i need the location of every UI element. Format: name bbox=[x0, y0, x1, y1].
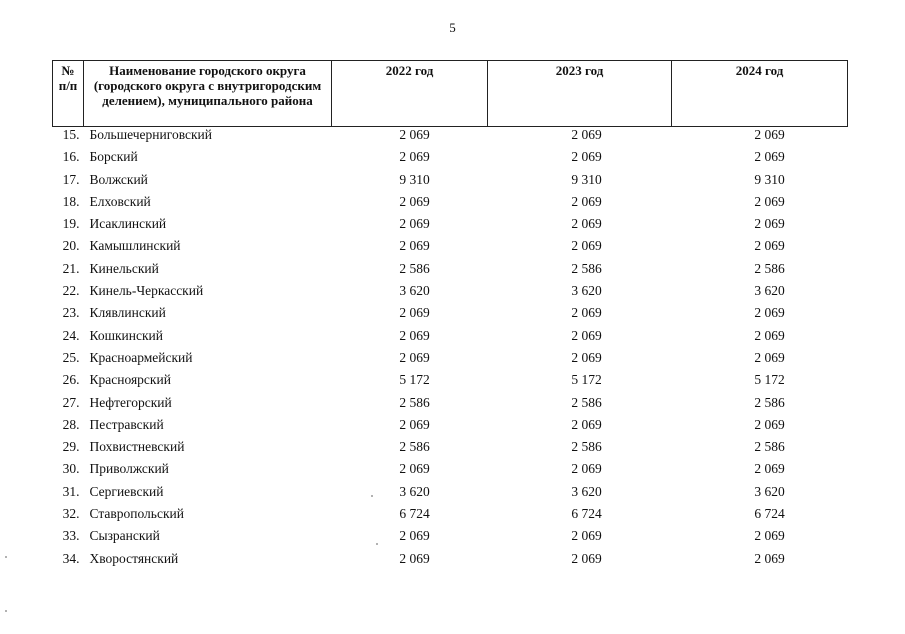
value-2023: 2 069 bbox=[571, 127, 602, 142]
value-2022: 2 069 bbox=[399, 327, 430, 343]
value-2022: 6 724 bbox=[399, 506, 430, 522]
value-2022: 2 069 bbox=[399, 349, 430, 365]
table-body bbox=[53, 127, 848, 573]
header-num: № п/п bbox=[53, 61, 84, 127]
row-num: 16. bbox=[62, 149, 80, 165]
row-num: 26. bbox=[62, 372, 80, 388]
district-name: Нефтегорский bbox=[89, 394, 172, 410]
value-2023: 3 620 bbox=[571, 283, 602, 299]
value-2022: 2 069 bbox=[399, 193, 430, 209]
value-2022: 3 620 bbox=[399, 483, 430, 499]
row-num: 28. bbox=[62, 416, 80, 432]
value-2023: 2 069 bbox=[571, 238, 602, 254]
row-num: 34. bbox=[62, 550, 80, 566]
row-num: 25. bbox=[62, 349, 80, 365]
scan-speck bbox=[5, 610, 7, 612]
district-name: Камышлинский bbox=[89, 238, 181, 254]
value-2023: 2 586 bbox=[571, 439, 602, 455]
table-row bbox=[53, 216, 848, 238]
district-name: Елховский bbox=[89, 193, 151, 209]
district-name: Хворостянский bbox=[89, 550, 179, 566]
value-2024: 2 586 bbox=[754, 394, 785, 410]
value-2023: 3 620 bbox=[571, 483, 602, 499]
value-2023: 6 724 bbox=[571, 506, 602, 522]
value-2024: 9 310 bbox=[754, 171, 785, 187]
district-name: Сергиевский bbox=[89, 483, 164, 499]
value-2024: 5 172 bbox=[754, 372, 785, 388]
value-2022: 2 069 bbox=[399, 416, 430, 432]
value-2022: 2 586 bbox=[399, 394, 430, 410]
table-row bbox=[53, 506, 848, 528]
value-2023: 2 069 bbox=[571, 305, 602, 321]
value-2024: 3 620 bbox=[754, 483, 785, 499]
row-num: 20. bbox=[62, 238, 80, 254]
value-2023: 9 310 bbox=[571, 171, 602, 187]
value-2022: 2 586 bbox=[399, 260, 430, 276]
district-name: Сызранский bbox=[89, 528, 160, 544]
value-2022: 2 069 bbox=[399, 149, 430, 165]
value-2022: 2 069 bbox=[399, 127, 430, 142]
value-2024: 2 586 bbox=[754, 439, 785, 455]
district-name: Красноармейский bbox=[89, 349, 193, 365]
row-num: 27. bbox=[62, 394, 80, 410]
table-row bbox=[53, 395, 848, 417]
table-row bbox=[53, 551, 848, 573]
district-name: Кинель-Черкасский bbox=[89, 283, 204, 299]
value-2023: 2 069 bbox=[571, 216, 602, 232]
district-name: Красноярский bbox=[89, 372, 171, 388]
table-row bbox=[53, 461, 848, 483]
table-row bbox=[53, 372, 848, 394]
value-2022: 2 069 bbox=[399, 461, 430, 477]
row-num: 33. bbox=[62, 528, 80, 544]
value-2023: 2 586 bbox=[571, 260, 602, 276]
table-row bbox=[53, 305, 848, 327]
value-2022: 2 069 bbox=[399, 528, 430, 544]
scan-speck bbox=[376, 543, 378, 545]
table-row bbox=[53, 528, 848, 550]
value-2023: 2 586 bbox=[571, 394, 602, 410]
table-row bbox=[53, 283, 848, 305]
row-num: 23. bbox=[62, 305, 80, 321]
value-2024: 2 069 bbox=[754, 193, 785, 209]
value-2023: 5 172 bbox=[571, 372, 602, 388]
table-row bbox=[53, 194, 848, 216]
allocation-table bbox=[52, 60, 848, 573]
district-name: Ставропольский bbox=[89, 506, 184, 522]
value-2023: 2 069 bbox=[571, 349, 602, 365]
value-2023: 2 069 bbox=[571, 461, 602, 477]
value-2022: 3 620 bbox=[399, 283, 430, 299]
value-2023: 2 069 bbox=[571, 550, 602, 566]
value-2023: 2 069 bbox=[571, 528, 602, 544]
row-num: 32. bbox=[62, 506, 80, 522]
value-2024: 2 069 bbox=[754, 349, 785, 365]
value-2022: 2 586 bbox=[399, 439, 430, 455]
header-2023: 2023 год bbox=[488, 61, 672, 127]
table-header bbox=[53, 61, 848, 127]
table-row bbox=[53, 439, 848, 461]
row-num: 19. bbox=[62, 216, 80, 232]
value-2022: 2 069 bbox=[399, 238, 430, 254]
table-row bbox=[53, 172, 848, 194]
value-2024: 2 069 bbox=[754, 550, 785, 566]
value-2024: 2 586 bbox=[754, 260, 785, 276]
district-name: Кошкинский bbox=[89, 327, 163, 343]
value-2024: 3 620 bbox=[754, 283, 785, 299]
district-name: Исаклинский bbox=[89, 216, 167, 232]
value-2024: 2 069 bbox=[754, 528, 785, 544]
header-2022: 2022 год bbox=[332, 61, 488, 127]
row-num: 30. bbox=[62, 461, 80, 477]
value-2024: 2 069 bbox=[754, 127, 785, 142]
table-row bbox=[53, 417, 848, 439]
row-num: 15. bbox=[62, 127, 80, 142]
value-2024: 2 069 bbox=[754, 461, 785, 477]
row-num: 17. bbox=[62, 171, 80, 187]
district-name: Кинельский bbox=[89, 260, 159, 276]
value-2024: 2 069 bbox=[754, 216, 785, 232]
value-2024: 2 069 bbox=[754, 238, 785, 254]
table-row bbox=[53, 350, 848, 372]
value-2022: 2 069 bbox=[399, 550, 430, 566]
district-name: Борский bbox=[89, 149, 138, 165]
value-2023: 2 069 bbox=[571, 149, 602, 165]
value-2022: 5 172 bbox=[399, 372, 430, 388]
value-2024: 2 069 bbox=[754, 149, 785, 165]
district-name: Пестравский bbox=[89, 416, 164, 432]
value-2024: 2 069 bbox=[754, 327, 785, 343]
row-num: 24. bbox=[62, 327, 80, 343]
header-name: Наименование городского округа (городского округа с внутригородским делением), муниципального района bbox=[84, 61, 332, 127]
row-num: 29. bbox=[62, 439, 80, 455]
page-number: 5 bbox=[449, 20, 456, 35]
table-row bbox=[53, 328, 848, 350]
scan-speck bbox=[5, 556, 7, 558]
table-row bbox=[53, 127, 848, 150]
value-2023: 2 069 bbox=[571, 327, 602, 343]
value-2022: 2 069 bbox=[399, 305, 430, 321]
scan-speck bbox=[371, 495, 373, 497]
value-2024: 2 069 bbox=[754, 305, 785, 321]
table-row bbox=[53, 149, 848, 171]
row-num: 22. bbox=[62, 283, 80, 299]
value-2024: 2 069 bbox=[754, 416, 785, 432]
district-name: Большечерниговский bbox=[89, 127, 212, 142]
district-name: Клявлинский bbox=[89, 305, 166, 321]
district-name: Волжский bbox=[89, 171, 148, 187]
table-row bbox=[53, 484, 848, 506]
row-num: 18. bbox=[62, 193, 80, 209]
row-num: 31. bbox=[62, 483, 80, 499]
district-name: Похвистневский bbox=[89, 439, 185, 455]
value-2023: 2 069 bbox=[571, 416, 602, 432]
header-2024: 2024 год bbox=[672, 61, 848, 127]
row-num: 21. bbox=[62, 260, 80, 276]
value-2022: 2 069 bbox=[399, 216, 430, 232]
district-name: Приволжский bbox=[89, 461, 169, 477]
table-row bbox=[53, 238, 848, 260]
value-2023: 2 069 bbox=[571, 193, 602, 209]
value-2024: 6 724 bbox=[754, 506, 785, 522]
table-row bbox=[53, 261, 848, 283]
value-2022: 9 310 bbox=[399, 171, 430, 187]
